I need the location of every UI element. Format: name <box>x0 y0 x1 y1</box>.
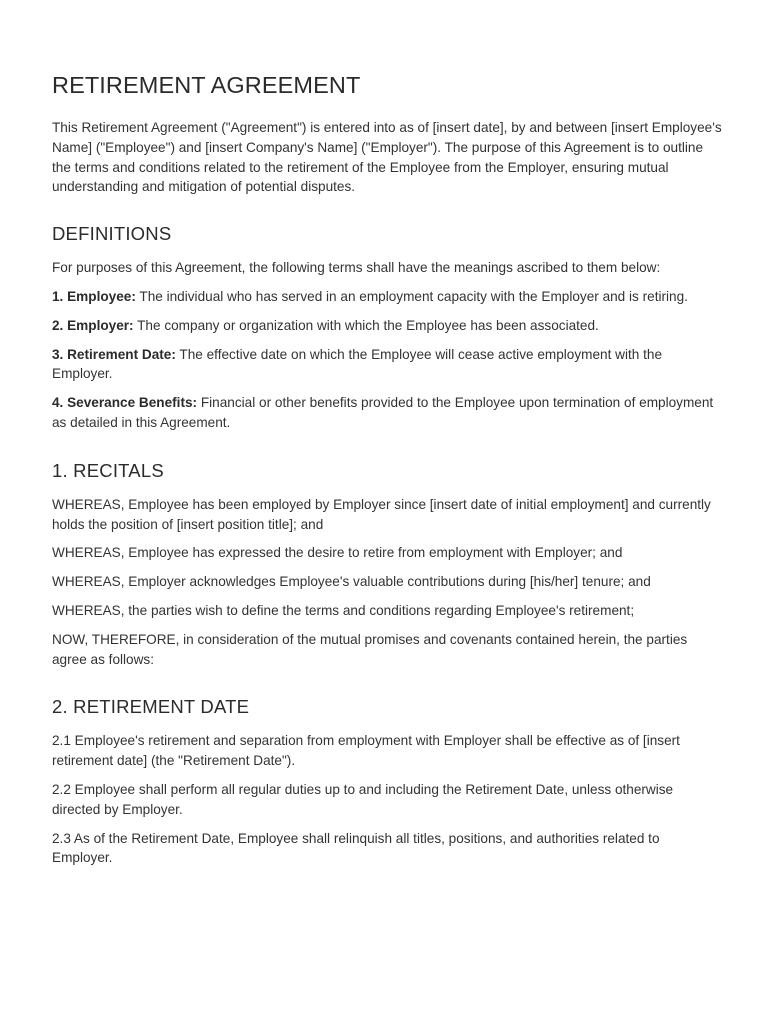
definition-term: 1. Employee: <box>52 288 136 304</box>
definition-item <box>52 316 722 336</box>
retirement-clause: 2.3 As of the Retirement Date, Employee shall relinquish all titles, positions, and authorities related to Employer. <box>52 830 660 866</box>
intro-paragraph: This Retirement Agreement ("Agreement") is entered into as of [insert date], by and between [insert Employee's Name] ("Employee") and [insert Company's Name] ("Employer"). The purpose of this Agreement is to outline the terms and conditions related to the retirement of the Employee from the Employer, ensuring mutual understanding and mitigation of potential disputes. <box>52 120 722 195</box>
definition-item <box>52 287 722 307</box>
document-page <box>52 70 722 877</box>
retirement-date-heading: 2. RETIREMENT DATE <box>52 696 250 718</box>
definition-term: 4. Severance Benefits: <box>52 395 198 411</box>
retirement-clause: 2.1 Employee's retirement and separation from employment with Employer shall be effective as of [insert retirement date] (the "Retirement Date"). <box>52 733 680 769</box>
recital-paragraph: WHEREAS, Employer acknowledges Employee's valuable contributions during [his/her] tenure; and <box>52 574 651 590</box>
definition-term: 2. Employer: <box>52 317 134 333</box>
recital-paragraph: WHEREAS, Employee has expressed the desire to retire from employment with Employer; and <box>52 545 623 561</box>
definition-text: The individual who has served in an employment capacity with the Employer and is retiring. <box>135 288 688 304</box>
recital-paragraph: WHEREAS, the parties wish to define the terms and conditions regarding Employee's retirement; <box>52 602 635 618</box>
definition-text: The company or organization with which the Employee has been associated. <box>133 317 599 333</box>
definition-item <box>52 393 722 433</box>
document-title: RETIREMENT AGREEMENT <box>52 72 361 98</box>
recital-paragraph: NOW, THEREFORE, in consideration of the mutual promises and covenants contained herein, the parties agree as follows: <box>52 631 688 667</box>
definitions-lead: For purposes of this Agreement, the following terms shall have the meanings ascribed to them below: <box>52 260 661 276</box>
recital-paragraph: WHEREAS, Employee has been employed by Employer since [insert date of initial employment] and currently holds the position of [insert position title]; and <box>52 496 711 532</box>
definition-item <box>52 345 722 385</box>
definition-term: 3. Retirement Date: <box>52 346 176 362</box>
definition-text: The effective date on which the Employee will cease active employment with the Employer. <box>52 346 662 382</box>
recitals-heading: 1. RECITALS <box>52 459 164 481</box>
definitions-heading: DEFINITIONS <box>52 223 172 245</box>
definition-text: Financial or other benefits provided to the Employee upon termination of employment as detailed in this Agreement. <box>52 395 714 430</box>
retirement-clause: 2.2 Employee shall perform all regular duties up to and including the Retirement Date, unless otherwise directed by Employer. <box>52 781 674 817</box>
